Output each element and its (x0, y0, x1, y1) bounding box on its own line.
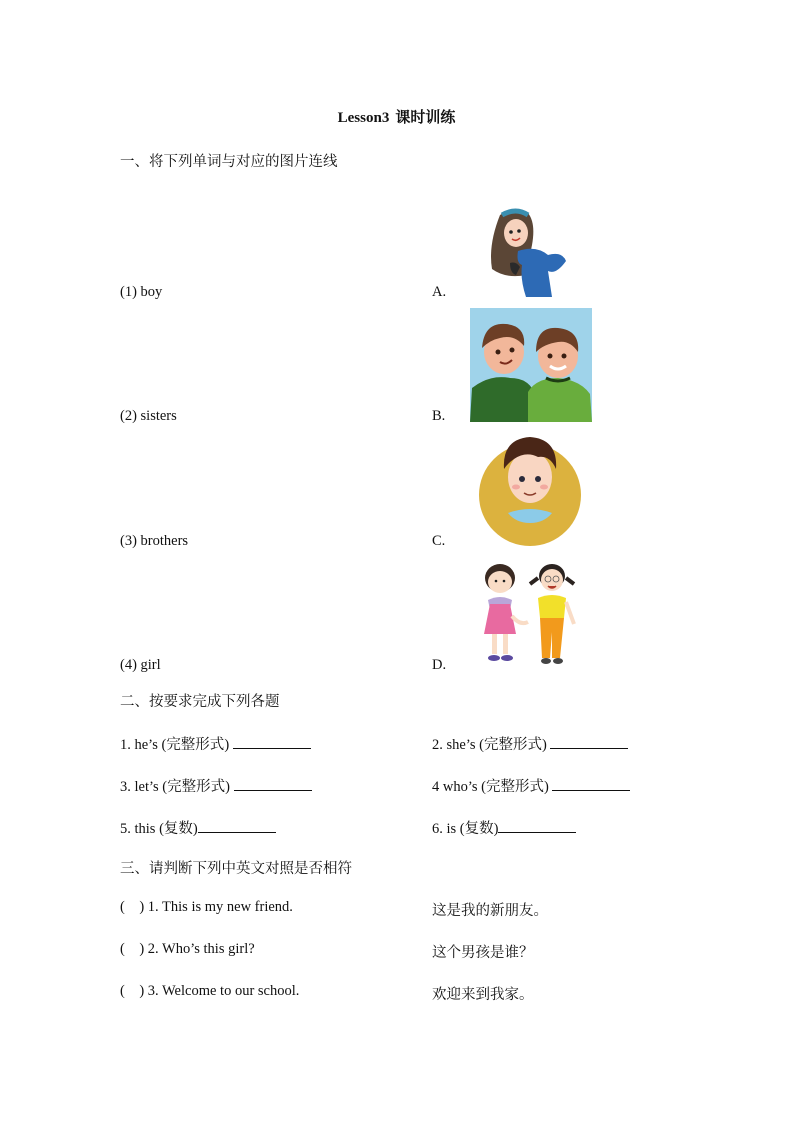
exercise-prefix: 6. is ( (432, 821, 465, 837)
answer-blank[interactable] (550, 736, 628, 749)
title-chinese: 课时训练 (395, 108, 456, 126)
answer-parentheses[interactable]: ( ) (120, 983, 145, 999)
chinese-translation-3: 欢迎来到我家。 (432, 987, 534, 1003)
exercise-item-4 (432, 775, 630, 796)
picture-letter-c: C. (432, 533, 446, 549)
word-item-boy: (1) boy (120, 284, 163, 300)
exercise-hint: 完整形式 (167, 779, 226, 795)
exercise-hint: 完整形式 (483, 737, 542, 753)
picture-letter-d: D. (432, 657, 447, 673)
two-girls-holding-hands-picture (480, 560, 580, 670)
answer-blank[interactable] (198, 820, 276, 833)
judgment-item-1 (120, 899, 293, 916)
word-item-sisters: (2) sisters (120, 408, 177, 424)
boy-portrait-picture (478, 433, 584, 547)
section1-heading: 一、将下列单词与对应的图片连线 (120, 154, 338, 170)
exercise-prefix: 5. this ( (120, 821, 164, 837)
exercise-item-2 (432, 733, 628, 754)
answer-blank[interactable] (498, 820, 576, 833)
girl-in-blue-dress-picture (486, 205, 568, 299)
exercise-prefix: 1. he’s ( (120, 737, 167, 753)
judgment-item-3 (120, 983, 299, 1000)
exercise-hint: 完整形式 (166, 737, 225, 753)
word-item-girl: (4) girl (120, 657, 161, 673)
answer-blank[interactable] (552, 778, 630, 791)
exercise-prefix: 2. she’s ( (432, 737, 484, 753)
exercise-hint: 复数 (163, 821, 193, 837)
exercise-suffix: ) (541, 737, 551, 753)
section3-heading: 三、请判断下列中英文对照是否相符 (120, 861, 352, 877)
exercise-hint: 完整形式 (485, 779, 544, 795)
exercise-prefix: 4 who’s ( (432, 779, 486, 795)
english-sentence: 1. This is my new friend. (147, 899, 293, 915)
picture-letter-b: B. (432, 408, 446, 424)
word-item-brothers: (3) brothers (120, 533, 189, 549)
section2-heading: 二、按要求完成下列各题 (120, 694, 280, 710)
exercise-hint: 复数 (464, 821, 494, 837)
answer-blank[interactable] (234, 778, 312, 791)
answer-parentheses[interactable]: ( ) (120, 941, 145, 957)
exercise-item-6 (432, 817, 576, 838)
exercise-prefix: 3. let’s ( (120, 779, 168, 795)
exercise-suffix: ) (225, 779, 234, 795)
picture-letter-a: A. (432, 284, 447, 300)
exercise-item-3 (120, 775, 312, 796)
judgment-item-2 (120, 941, 255, 958)
exercise-item-5 (120, 817, 276, 838)
english-sentence: 2. Who’s this girl? (147, 941, 255, 957)
answer-blank[interactable] (233, 736, 311, 749)
exercise-suffix: ) (224, 737, 233, 753)
exercise-suffix: ) (493, 821, 499, 837)
page-title (0, 106, 793, 127)
exercise-suffix: ) (543, 779, 553, 795)
two-boys-picture (470, 308, 592, 422)
answer-parentheses[interactable]: ( ) (120, 899, 145, 915)
title-english: Lesson3 (337, 110, 390, 126)
chinese-translation-2: 这个男孩是谁？ (432, 945, 534, 961)
chinese-translation-1: 这是我的新朋友。 (432, 903, 548, 919)
exercise-suffix: ) (192, 821, 198, 837)
english-sentence: 3. Welcome to our school. (147, 983, 300, 999)
exercise-item-1 (120, 733, 311, 754)
